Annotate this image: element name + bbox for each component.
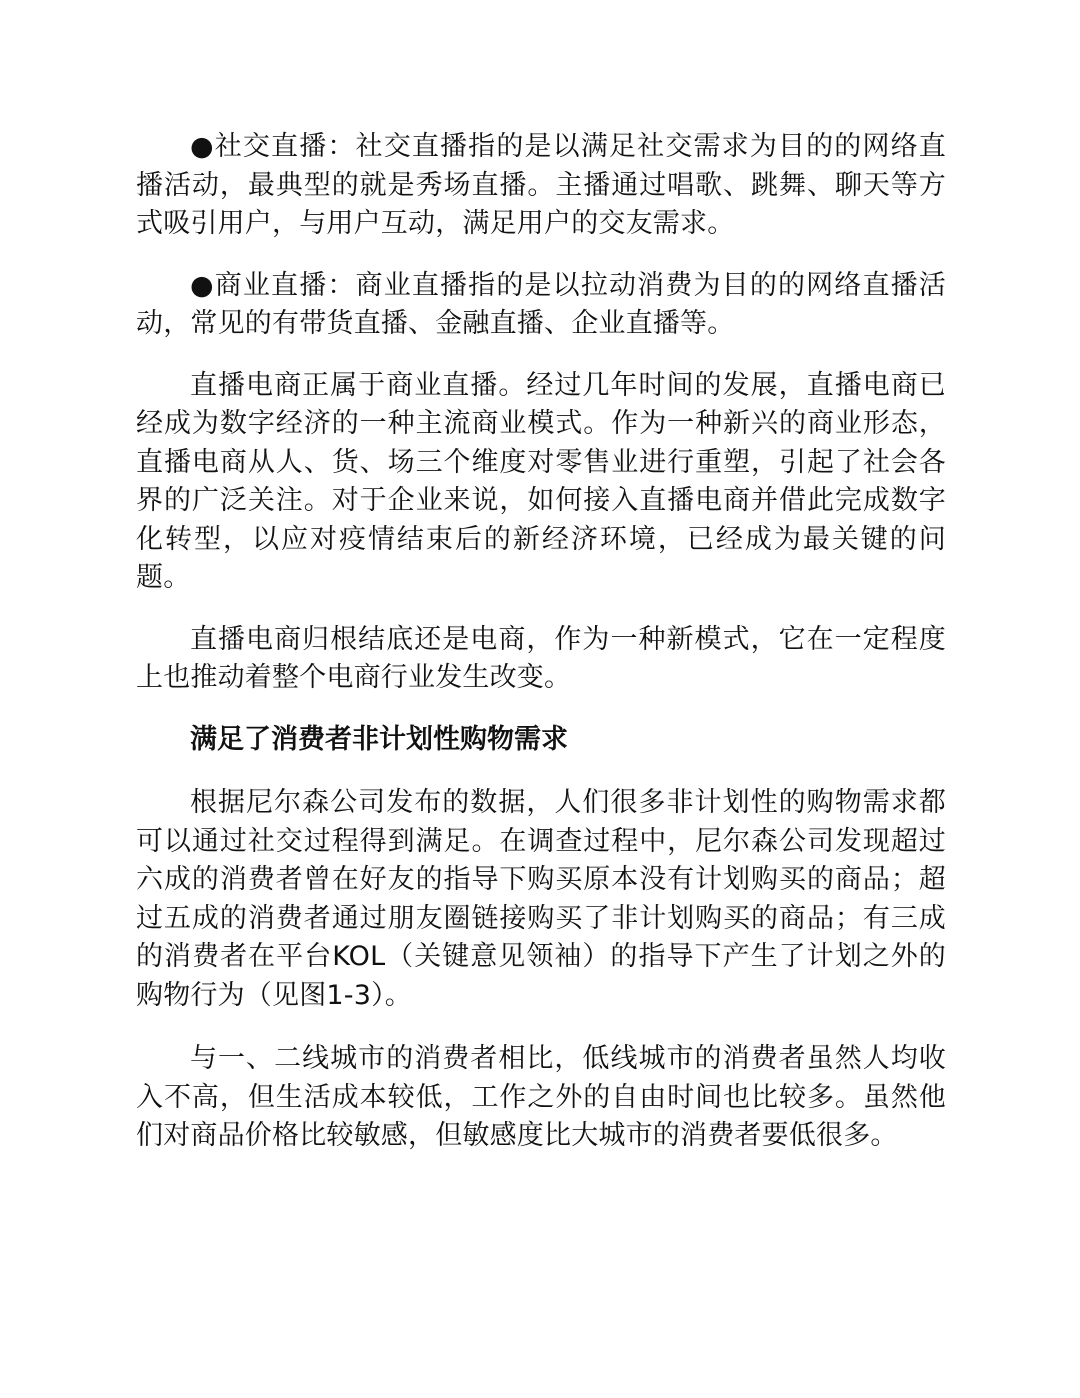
paragraph-nielsen-data: 根据尼尔森公司发布的数据，人们很多非计划性的购物需求都可以通过社交过程得到满足。在调查过程中，尼尔森公司发现超过六成的消费者曾在好友的指导下购买原本没有计划购买的商品；超过五成的消费者通过朋友圈链接购买了非计划购买的商品；有三成的消费者在平台KOL（关键意见领袖）的指导下产生了计划之外的购物行为（见图1-3）。 xyxy=(136,787,946,1011)
paragraph-social-live: ●社交直播：社交直播指的是以满足社交需求为目的的网络直播活动，最典型的就是秀场直播。主播通过唱歌、跳舞、聊天等方式吸引用户，与用户互动，满足用户的交友需求。 xyxy=(136,131,946,239)
document-body xyxy=(136,128,946,1156)
section-heading: 满足了消费者非计划性购物需求 xyxy=(190,723,568,755)
paragraph-commercial-live: ●商业直播：商业直播指的是以拉动消费为目的的网络直播活动，常见的有带货直播、金融直播、企业直播等。 xyxy=(136,269,946,339)
paragraph-ecommerce-change: 直播电商归根结底还是电商，作为一种新模式，它在一定程度上也推动着整个电商行业发生改变。 xyxy=(136,623,946,693)
paragraph-lower-tier-cities: 与一、二线城市的消费者相比，低线城市的消费者虽然人均收入不高，但生活成本较低，工作之外的自由时间也比较多。虽然他们对商品价格比较敏感，但敏感度比大城市的消费者要低很多。 xyxy=(136,1043,946,1151)
paragraph-live-ecommerce: 直播电商正属于商业直播。经过几年时间的发展，直播电商已经成为数字经济的一种主流商业模式。作为一种新兴的商业形态，直播电商从人、货、场三个维度对零售业进行重塑，引起了社会各界的广泛关注。对于企业来说，如何接入直播电商并借此完成数字化转型，以应对疫情结束后的新经济环境，已经成为最关键的问题。 xyxy=(136,369,946,593)
